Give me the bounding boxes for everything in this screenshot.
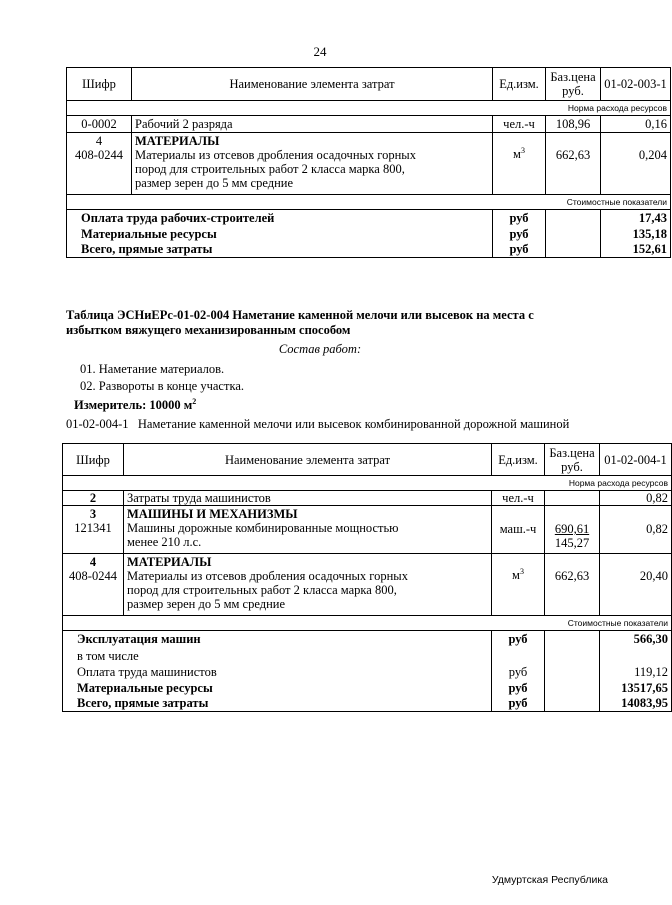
table-row xyxy=(63,491,672,506)
table-row xyxy=(63,506,672,554)
group-num: 4 xyxy=(95,134,103,148)
cost-value: 119,12 xyxy=(600,664,672,680)
col-price-header: Баз.цена руб. xyxy=(545,444,600,476)
resource-name: размер зерен до 5 мм средние xyxy=(127,597,286,611)
group-num: 4 xyxy=(89,555,97,569)
item-description: Наметание каменной мелочи или высевок комбинированной дорожной машиной xyxy=(137,417,570,431)
resource-name: Затраты труда машинистов xyxy=(124,491,492,506)
col-price-header: Баз.цена руб. xyxy=(546,68,601,101)
cost-name: в том числе xyxy=(63,648,492,664)
resource-table-1 xyxy=(66,67,671,258)
group-title: МАТЕРИАЛЫ xyxy=(135,134,220,148)
resource-unit: $м^3$ xyxy=(493,133,546,195)
cost-row xyxy=(67,226,671,242)
cost-row xyxy=(67,210,671,226)
cost-row xyxy=(67,242,671,258)
resource-code: 121341 xyxy=(74,521,112,535)
cost-unit xyxy=(492,648,545,664)
table-header-row xyxy=(63,444,672,476)
cost-name: Всего, прямые затраты xyxy=(63,696,492,712)
cost-value: 13517,65 xyxy=(600,680,672,696)
col-name-header: Наименование элемента затрат xyxy=(132,68,493,101)
norm-label: Норма расхода ресурсов xyxy=(546,101,671,116)
resource-name: Материалы из отсевов дробления осадочных горных xyxy=(135,148,416,162)
cost-row xyxy=(63,696,672,712)
col-code-header: Шифр xyxy=(63,444,124,476)
resource-name: менее 210 л.с. xyxy=(127,535,202,549)
composition-heading: Состав работ: xyxy=(278,342,362,356)
table-header-row xyxy=(67,68,671,101)
cost-unit: руб xyxy=(492,664,545,680)
cost-label: Стоимостные показатели xyxy=(63,616,672,631)
cost-value: 135,18 xyxy=(601,226,671,242)
cost-unit: руб xyxy=(492,631,545,648)
cost-value: 566,30 xyxy=(600,631,672,648)
cost-name: Оплата труда машинистов xyxy=(63,664,492,680)
resource-name: пород для строительных работ 2 класса марка 800, xyxy=(135,162,405,176)
resource-code: 2 xyxy=(63,491,124,506)
resource-price: 690,61 145,27 xyxy=(545,506,600,554)
resource-unit: чел.-ч xyxy=(493,116,546,133)
resource-price: 108,96 xyxy=(546,116,601,133)
cost-row xyxy=(63,631,672,648)
cost-row xyxy=(63,680,672,696)
cost-unit: руб xyxy=(492,680,545,696)
resource-name: Материалы из отсевов дробления осадочных горных xyxy=(127,569,408,583)
resource-name: Машины дорожные комбинированные мощностью xyxy=(127,521,399,535)
cost-name: Оплата труда рабочих-строителей xyxy=(67,210,493,226)
cost-label: Стоимостные показатели xyxy=(67,195,671,210)
resource-unit: чел.-ч xyxy=(492,491,545,506)
cost-value: 152,61 xyxy=(601,242,671,258)
table-row xyxy=(67,116,671,133)
col-unit-header: Ед.изм. xyxy=(492,444,545,476)
resource-code: 408-0244 xyxy=(75,148,123,162)
resource-price: 662,63 xyxy=(546,133,601,195)
cost-unit: руб xyxy=(493,242,546,258)
resource-name: размер зерен до 5 мм средние xyxy=(135,176,294,190)
resource-name: пород для строительных работ 2 класса марка 800, xyxy=(127,583,397,597)
item-code: 01-02-004-1 xyxy=(66,417,129,431)
norm-code-header: 01-02-003-1 xyxy=(601,68,671,101)
footer-region: Удмуртская Республика xyxy=(491,874,608,886)
group-title: МАШИНЫ И МЕХАНИЗМЫ xyxy=(127,507,298,521)
table-row xyxy=(67,133,671,195)
cost-value: 17,43 xyxy=(601,210,671,226)
resource-unit: маш.-ч xyxy=(492,506,545,554)
resource-name: Рабочий 2 разряда xyxy=(132,116,493,133)
cost-value xyxy=(600,648,672,664)
work-step: 01. Наметание материалов. xyxy=(80,362,225,376)
section-title: Таблица ЭСНиЕРс-01-02-004 Наметание каменной мелочи или высевок на места с избытком вяжущего механизированным способом xyxy=(66,308,534,337)
resource-code: 0-0002 xyxy=(67,116,132,133)
cost-value: 14083,95 xyxy=(600,696,672,712)
cost-name: Эксплуатация машин xyxy=(63,631,492,648)
resource-value: 0,16 xyxy=(601,116,671,133)
page-number: 24 xyxy=(313,44,327,59)
cost-row xyxy=(63,664,672,680)
resource-code: 408-0244 xyxy=(69,569,117,583)
col-name-header: Наименование элемента затрат xyxy=(124,444,492,476)
col-code-header: Шифр xyxy=(67,68,132,101)
meter-line: Измеритель: 10000 $м^2$ xyxy=(74,396,197,412)
table-row xyxy=(63,554,672,616)
cost-unit: руб xyxy=(492,696,545,712)
resource-value: 20,40 xyxy=(600,554,672,616)
group-title: МАТЕРИАЛЫ xyxy=(127,555,212,569)
resource-value: 0,204 xyxy=(601,133,671,195)
cost-unit: руб xyxy=(493,226,546,242)
col-unit-header: Ед.изм. xyxy=(493,68,546,101)
cost-row xyxy=(63,648,672,664)
resource-price: 662,63 xyxy=(545,554,600,616)
norm-code-header: 01-02-004-1 xyxy=(600,444,672,476)
work-step: 02. Развороты в конце участка. xyxy=(80,379,244,393)
resource-value: 0,82 xyxy=(600,506,672,554)
resource-table-2 xyxy=(62,443,672,712)
resource-value: 0,82 xyxy=(600,491,672,506)
cost-name: Материальные ресурсы xyxy=(67,226,493,242)
item-line xyxy=(66,417,569,432)
group-num: 3 xyxy=(89,507,97,521)
cost-name: Материальные ресурсы xyxy=(63,680,492,696)
resource-unit: $м^3$ xyxy=(492,554,545,616)
cost-name: Всего, прямые затраты xyxy=(67,242,493,258)
cost-unit: руб xyxy=(493,210,546,226)
norm-label: Норма расхода ресурсов xyxy=(545,476,672,491)
